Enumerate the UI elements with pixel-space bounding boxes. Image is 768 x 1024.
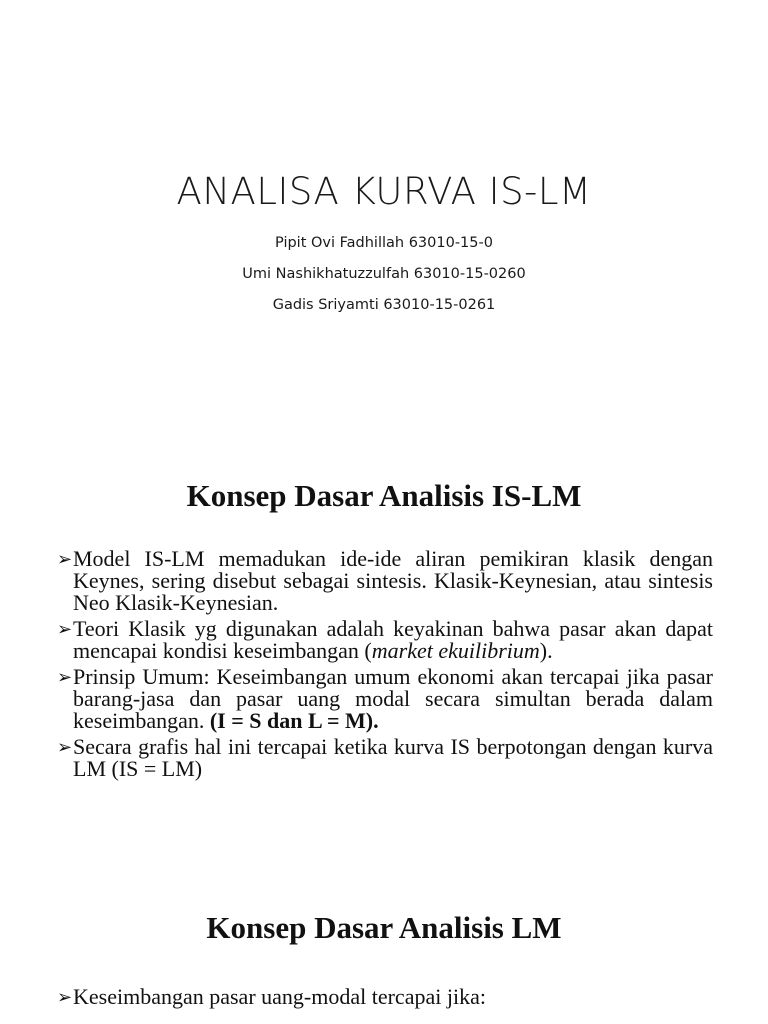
- bullet-item: [58, 736, 713, 780]
- arrow-bullet-icon: ➢: [57, 549, 73, 569]
- bullet-item: [58, 618, 713, 662]
- section-heading: Konsep Dasar Analisis IS-LM: [186, 478, 582, 513]
- arrow-bullet-icon: ➢: [57, 619, 73, 639]
- bullet-strong: (I = S dan L = M).: [209, 708, 379, 733]
- bullet-list: [58, 986, 713, 1008]
- arrow-bullet-icon: ➢: [57, 987, 73, 1007]
- arrow-bullet-icon: ➢: [57, 737, 73, 757]
- bullet-emphasis: market ekuilibrium: [371, 638, 540, 663]
- bullet-text: ).: [539, 638, 553, 663]
- bullet-text: Secara grafis hal ini tercapai ketika kurva IS berpotongan dengan kurva LM (IS = LM): [73, 734, 713, 781]
- bullet-text: Model IS-LM memadukan ide-ide aliran pemikiran klasik dengan Keynes, sering disebut sebagai sintesis. Klasik-Keynesian, atau sintesis Neo Klasik-Keynesian.: [73, 546, 713, 615]
- author-line: Gadis Sriyamti 63010-15-0261: [272, 297, 496, 313]
- bullet-text: Keseimbangan pasar uang-modal tercapai jika:: [73, 984, 486, 1009]
- author-line: Pipit Ovi Fadhillah 63010-15-0: [275, 235, 493, 251]
- author-line: Umi Nashikhatuzzulfah 63010-15-0260: [242, 266, 526, 282]
- bullet-list: [58, 548, 713, 780]
- section-heading: Konsep Dasar Analisis LM: [206, 910, 562, 945]
- author-list: [0, 228, 768, 321]
- bullet-item: [58, 548, 713, 614]
- bullet-item: [58, 986, 713, 1008]
- bullet-text: Teori Klasik yg digunakan adalah keyakinan bahwa pasar akan dapat mencapai kondisi keseimbangan (: [73, 616, 713, 663]
- bullet-item: [58, 666, 713, 732]
- arrow-bullet-icon: ➢: [57, 667, 73, 687]
- bullet-text: Prinsip Umum: Keseimbangan umum ekonomi akan tercapai jika pasar barang-jasa dan pasar uang modal secara simultan berada dalam keseimbangan.: [73, 664, 713, 733]
- slide-title: ANALISA KURVA IS-LM: [176, 170, 592, 213]
